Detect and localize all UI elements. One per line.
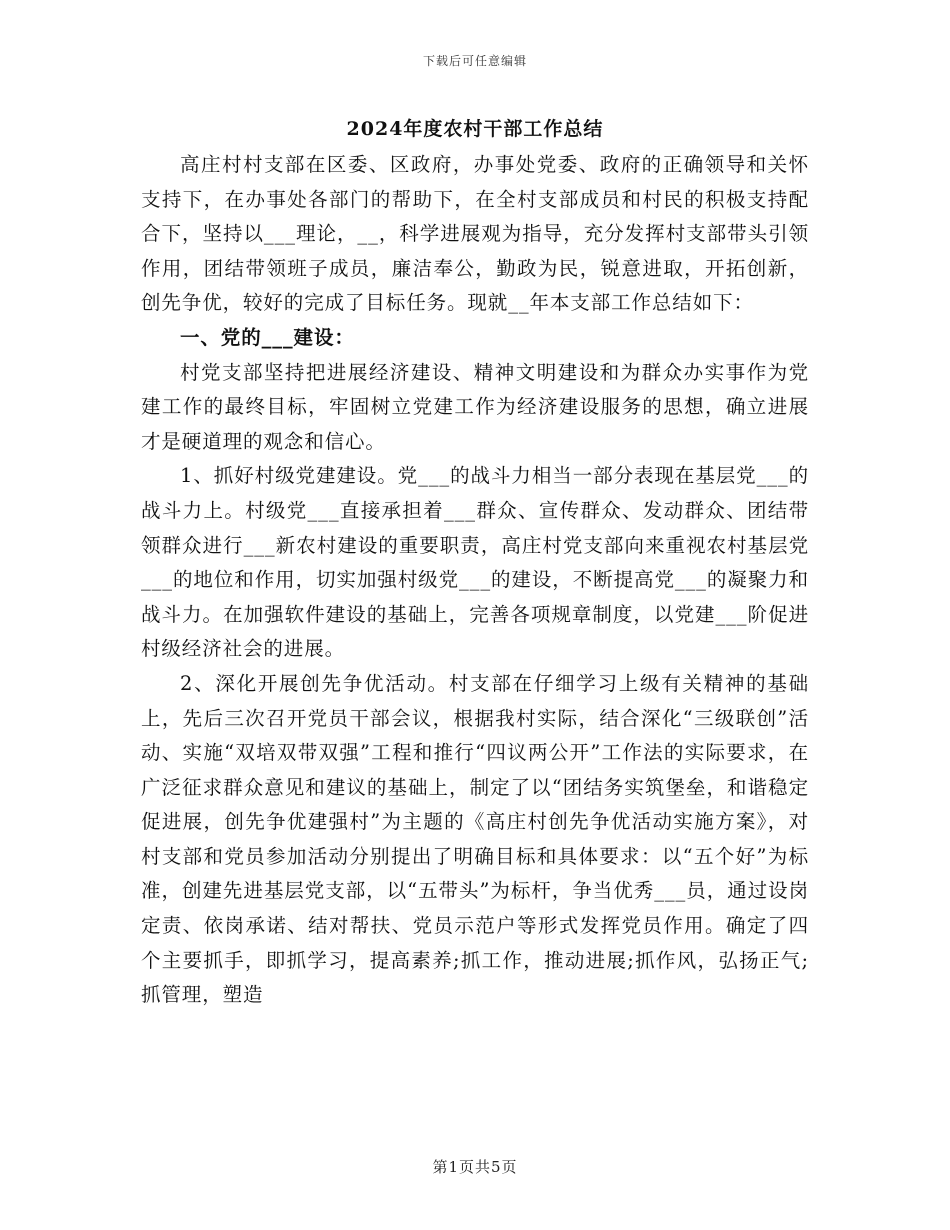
section-heading: 一、党的___建设： — [180, 325, 355, 349]
header-note: 下载后可任意编辑 — [422, 54, 527, 68]
section-paragraph: 村党支部坚持把进展经济建设、精神文明建设和为群众办实事作为党建工作的最终目标，牢固树立党建工作为经济建设服务的思想，确立进展才是硬道理的观念和信心。 — [141, 360, 809, 453]
document-body — [141, 148, 809, 1013]
page-number: 第1页共5页 — [432, 1158, 518, 1176]
item-1-paragraph: 1、抓好村级党建建设。党___的战斗力相当一部分表现在基层党___的战斗力上。村级党___直接承担着___群众、宣传群众、发动群众、团结带领群众进行___新农村建设的重要职责，高庄村党支部向来重视农村基层党___的地位和作用，切实加强村级党___的建设，不断提高党___的凝聚力和战斗力。在加强软件建设的基础上，完善各项规章制度，以党建___阶促进村级经济社会的进展。 — [141, 464, 809, 661]
item-2-paragraph: 2、深化开展创先争优活动。村支部在仔细学习上级有关精神的基础上，先后三次召开党员干部会议，根据我村实际，结合深化“三级联创”活动、实施“双培双带双强”工程和推行“四议两公开”工作法的实际要求，在广泛征求群众意见和建议的基础上，制定了以“团结务实筑堡垒，和谐稳定促进展，创先争优建强村”为主题的《高庄村创先争优活动实施方案》，对村支部和党员参加活动分别提出了明确目标和具体要求：以“五个好”为标准，创建先进基层党支部，以“五带头”为标杆，争当优秀___员，通过设岗定责、依岗承诺、结对帮扶、党员示范户等形式发挥党员作用。确定了四个主要抓手，即抓学习，提高素养;抓工作，推动进展;抓作风，弘扬正气;抓管理，塑造 — [141, 671, 809, 1007]
intro-paragraph: 高庄村村支部在区委、区政府，办事处党委、政府的正确领导和关怀支持下，在办事处各部门的帮助下，在全村支部成员和村民的积极支持配合下，坚持以___理论，__，科学进展观为指导，充分发挥村支部带头引领作用，团结带领班子成员，廉洁奉公，勤政为民，锐意进取，开拓创新，创先争优，较好的完成了目标任务。现就__年本支部工作总结如下： — [141, 153, 809, 315]
document-title: 2024年度农村干部工作总结 — [346, 118, 604, 140]
